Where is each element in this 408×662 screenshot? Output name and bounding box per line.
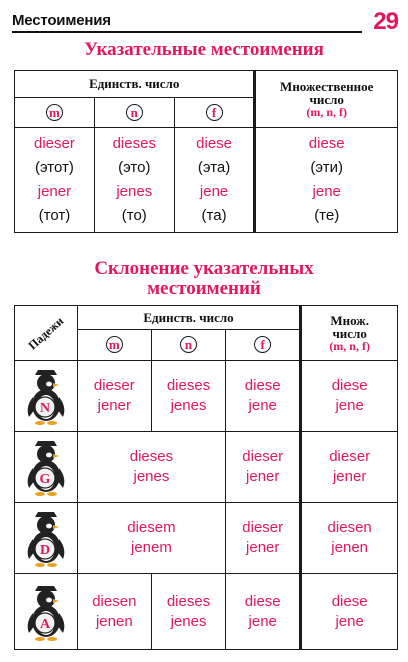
- plural-genders: (m, n, f): [306, 104, 348, 119]
- plural-genders: (m, n, f): [329, 338, 370, 353]
- case-icon-cell: [15, 574, 78, 650]
- word: jenes: [116, 183, 153, 200]
- cell-m: [77, 361, 151, 432]
- corner-cell: [15, 306, 78, 361]
- case-letter: N: [39, 401, 50, 416]
- penguin-mascot-icon: [21, 365, 71, 427]
- column-m: [15, 128, 95, 233]
- cell-f: [226, 574, 301, 650]
- translation: (это): [118, 159, 151, 176]
- cell-plural: [301, 503, 398, 574]
- translation: (эти): [310, 159, 343, 176]
- gender-badge-f: f: [254, 336, 271, 353]
- penguin-mascot-icon: [21, 507, 71, 569]
- cell-text: diese jene: [244, 592, 281, 630]
- column-plural: [255, 128, 398, 233]
- word: dieser: [33, 135, 75, 152]
- title-declension: [0, 259, 408, 299]
- cell-text: dieses jenes: [166, 592, 211, 630]
- word: jener: [37, 183, 72, 200]
- cell-text: diesen jenen: [92, 592, 137, 630]
- cell-text: diese jene: [244, 377, 281, 414]
- gender-badge-m: m: [106, 336, 123, 353]
- cell-f: [226, 361, 301, 432]
- cell-text: dieser jener: [329, 448, 371, 485]
- penguin-mascot-icon: [21, 436, 71, 498]
- translation: (те): [314, 207, 340, 224]
- cell-plural: [301, 361, 398, 432]
- page-number: 29: [373, 8, 398, 35]
- case-row-accusative: [15, 574, 398, 650]
- demonstrative-table: [14, 70, 398, 233]
- title-demonstrative-pronouns: Указательные местоимения: [84, 39, 324, 60]
- plural-header: [255, 71, 398, 128]
- gender-f-cell: [174, 98, 255, 128]
- word: jene: [199, 183, 229, 200]
- translation: (тот): [38, 207, 71, 224]
- word: dieses: [112, 135, 156, 152]
- cell-mn: [77, 432, 225, 503]
- translation: (то): [121, 207, 147, 224]
- cell-n: [151, 361, 225, 432]
- case-letter: A: [39, 616, 50, 632]
- case-row-genitive: [15, 432, 398, 503]
- word: diese: [196, 135, 232, 152]
- gender-badge-m: m: [46, 104, 63, 121]
- cell-text: dieser jener: [93, 377, 135, 414]
- cell-m: [77, 574, 151, 650]
- gender-n-cell: [94, 98, 174, 128]
- plural-header-line2: число: [332, 325, 367, 341]
- cell-plural: [301, 432, 398, 503]
- case-icon-cell: [15, 361, 78, 432]
- case-icon-cell: [15, 503, 78, 574]
- cell-n: [151, 574, 225, 650]
- gender-badge-f: f: [206, 104, 223, 121]
- plural-header-line1: Множественное: [280, 78, 374, 94]
- penguin-mascot-icon: [21, 581, 71, 643]
- page-header: [12, 10, 398, 36]
- cell-text: diesem jenem: [127, 519, 176, 556]
- gender-f-cell: [226, 330, 301, 361]
- gender-badge-n: n: [180, 336, 197, 353]
- case-icon-cell: [15, 432, 78, 503]
- declension-table: [14, 305, 398, 650]
- cell-text: diesen jenen: [327, 519, 372, 556]
- plural-header: [301, 306, 398, 361]
- cell-text: dieser jener: [242, 519, 284, 556]
- title-declension-line2: местоимений: [147, 278, 261, 299]
- case-letter: G: [39, 472, 51, 487]
- case-letter: D: [39, 543, 50, 558]
- plural-header-line1: Множ.: [330, 312, 369, 328]
- translation: (эта): [197, 159, 231, 176]
- cell-mn: [77, 503, 225, 574]
- word: diese: [308, 135, 345, 152]
- singular-header: Единств. число: [77, 306, 301, 330]
- column-n: [94, 128, 174, 233]
- cell-text: dieser jener: [242, 448, 284, 485]
- word: jene: [312, 183, 341, 200]
- case-row-dative: [15, 503, 398, 574]
- cell-text: diese jene: [331, 592, 368, 630]
- gender-n-cell: [151, 330, 225, 361]
- plural-header-line2: число: [309, 91, 344, 107]
- title-declension-line1: Склонение указательных: [94, 258, 314, 279]
- cases-label: Падежи: [25, 313, 66, 353]
- cell-text: dieses jenes: [166, 377, 211, 414]
- gender-badge-n: n: [126, 104, 143, 121]
- translation: (этот): [34, 159, 74, 176]
- cell-plural: [301, 574, 398, 650]
- section-name: Местоимения: [12, 12, 111, 29]
- gender-m-cell: [15, 98, 95, 128]
- cell-text: diese jene: [331, 377, 368, 414]
- header-rule: [12, 31, 362, 33]
- case-row-nominative: [15, 361, 398, 432]
- gender-m-cell: [77, 330, 151, 361]
- cell-text: dieses jenes: [129, 448, 174, 485]
- column-f: [174, 128, 255, 233]
- cell-f: [226, 432, 301, 503]
- singular-header: Единств. число: [15, 71, 255, 98]
- translation: (та): [201, 207, 227, 224]
- cell-f: [226, 503, 301, 574]
